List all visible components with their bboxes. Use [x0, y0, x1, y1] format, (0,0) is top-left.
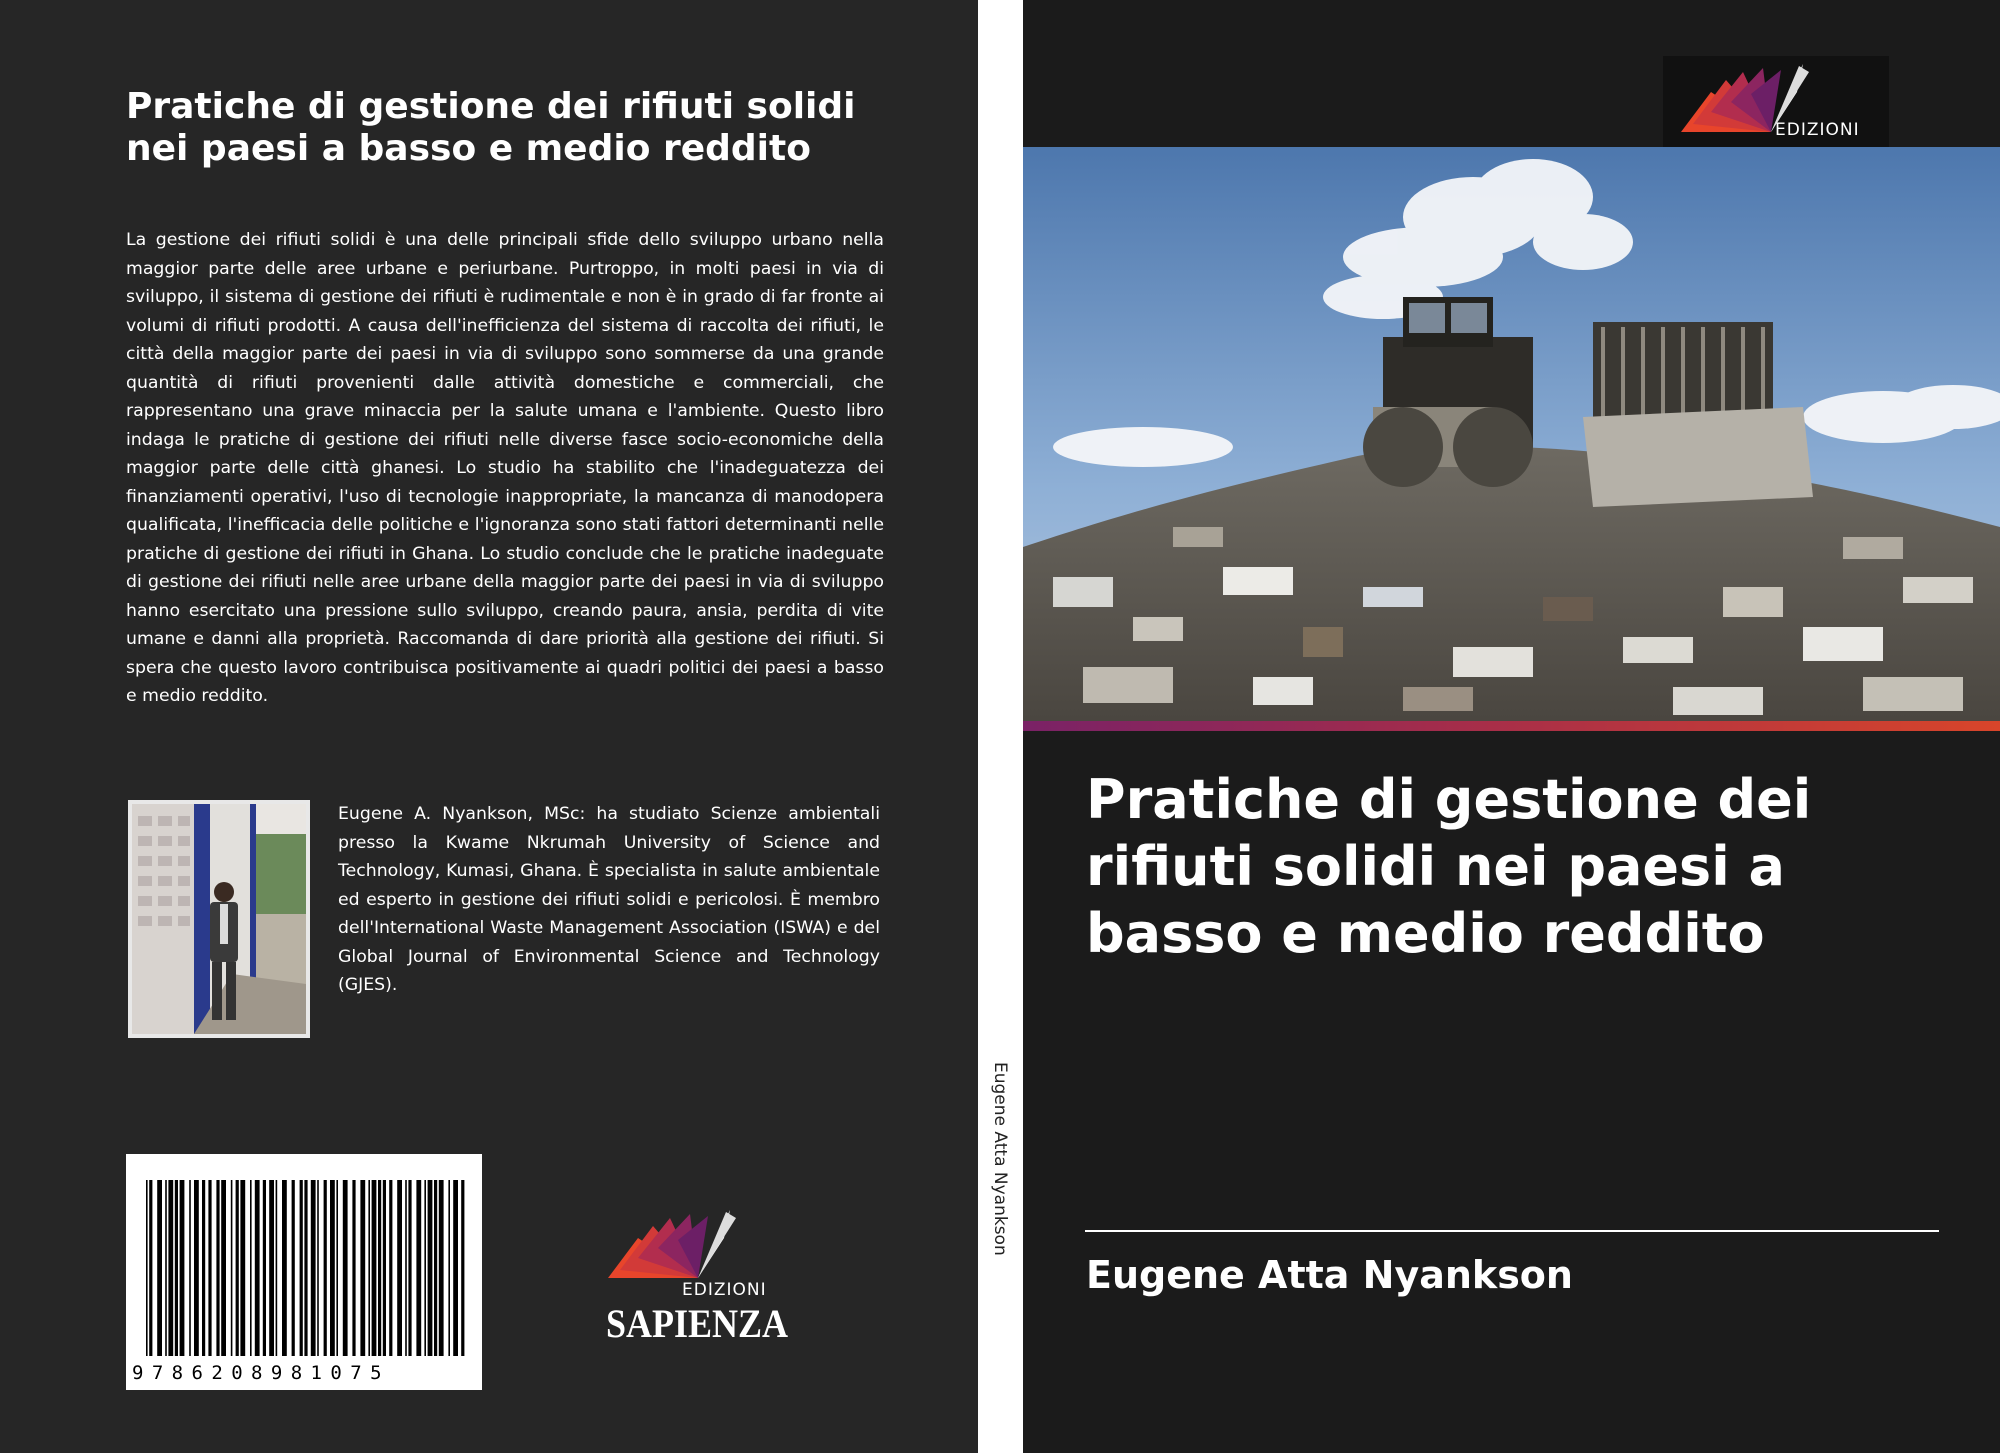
author-bio: Eugene A. Nyankson, MSc: ha studiato Scienze ambientali presso la Kwame Nkrumah University of Science and Technology, Kumasi, Ghana. È specialista in salute ambientale ed esperto in gestione dei rifiuti solidi e pericolosi. È membro dell'International Waste Management Association (ISWA) e del Global Journal of Environmental Science and Technology (GJES).: [338, 804, 880, 995]
barcode-bar: [434, 1180, 437, 1356]
barcode-bar: [408, 1180, 411, 1356]
barcode-bar: [175, 1180, 178, 1356]
publisher-logo-back: [598, 1208, 818, 1346]
barcode-bar: [168, 1180, 173, 1356]
isbn-barcode: [126, 1154, 482, 1390]
barcode-bar: [263, 1180, 266, 1356]
barcode-bar: [389, 1180, 392, 1356]
back-cover-blurb: La gestione dei rifiuti solidi è una delle principali sfide dello sviluppo urbano nella maggior parte delle aree urbane e periurbane. Purtroppo, in molti paesi in via di sviluppo, il sistema di gestione dei rifiuti è rudimentale e non è in grado di far fronte ai volumi di rifiuti prodotti. A causa dell'inefficienza del sistema di raccolta dei rifiuti, le città della maggior parte dei paesi in via di sviluppo sono sommerse da una grande quantità di rifiuti provenienti dalle attività domestiche e commerciali, che rappresentano una grave minaccia per la salute umana e l'ambiente. Questo libro indaga le pratiche di gestione dei rifiuti nelle diverse fasce socio-economiche della maggior parte delle città ghanesi. Lo studio ha stabilito che l'inadeguatezza dei finanziamenti operativi, l'uso di tecnologie inappropriate, la mancanza di manodopera qualificata, l'inefficacia delle politiche e l'ignoranza sono stati fattori determinanti nelle pratiche di gestione dei rifiuti in Ghana. Lo studio conclude che le pratiche inadeguate di gestione dei rifiuti nelle aree urbane della maggior parte dei paesi in via di sviluppo hanno esercitato una pressione sullo sviluppo, creando paura, ansia, perdita di vite umane e danni alla proprietà. Raccomanda di dare priorità alla gestione dei rifiuti. Si spera che questo lavoro contribuisca positivamente ai quadri politici dei paesi a basso e medio reddito.: [126, 230, 884, 706]
barcode-bar: [368, 1180, 370, 1356]
barcode-bar: [416, 1180, 421, 1356]
logo-sapienza-text: SAPIENZA: [606, 1301, 789, 1346]
barcode-bar: [360, 1180, 365, 1356]
barcode-bar: [236, 1180, 239, 1356]
barcode-bar: [352, 1180, 355, 1356]
logo-edizioni-text: EDIZIONI: [1775, 120, 1860, 140]
logo-edizioni-text: EDIZIONI: [682, 1280, 767, 1300]
barcode-bar: [292, 1180, 295, 1356]
barcode-bar: [202, 1180, 205, 1356]
barcode-bar: [146, 1180, 148, 1356]
barcode-bar: [208, 1180, 211, 1356]
barcode-bar: [405, 1180, 407, 1356]
back-cover-title: Pratiche di gestione dei rifiuti solidi nei paesi a basso e medio reddito: [126, 86, 856, 169]
barcode-bar: [317, 1180, 319, 1356]
barcode-bar: [269, 1180, 274, 1356]
barcode-bar: [428, 1180, 433, 1356]
barcode-bars: [126, 1154, 482, 1390]
barcode-bar: [189, 1180, 191, 1356]
front-cover-title: Pratiche di gestione dei rifiuti solidi nei paesi a basso e medio reddito: [1086, 768, 1812, 965]
isbn-digits: 9786208981075: [132, 1362, 390, 1384]
barcode-bar: [157, 1180, 162, 1356]
author-photo-image: [132, 804, 306, 1034]
barcode-bar: [378, 1180, 381, 1356]
barcode-bar: [372, 1180, 377, 1356]
front-cover-author: Eugene Atta Nyankson: [1086, 1253, 1573, 1297]
barcode-bar: [300, 1180, 303, 1356]
barcode-bar: [180, 1180, 185, 1356]
barcode-bar: [448, 1180, 450, 1356]
barcode-bar: [324, 1180, 327, 1356]
barcode-bar: [343, 1180, 348, 1356]
spine-author: Eugene Atta Nyankson: [990, 1062, 1010, 1256]
barcode-bar: [439, 1180, 444, 1356]
barcode-bar: [453, 1180, 458, 1356]
barcode-bar: [240, 1180, 245, 1356]
barcode-bar: [383, 1180, 386, 1356]
cover-photo-landfill: [1023, 147, 2000, 721]
barcode-bar: [250, 1180, 252, 1356]
barcode-bar: [231, 1180, 233, 1356]
barcode-bar: [304, 1180, 307, 1356]
author-photo: [128, 800, 310, 1038]
accent-stripe: [1023, 721, 2000, 731]
barcode-bar: [165, 1180, 167, 1356]
landfill-bulldozer-image: [1023, 147, 2000, 721]
barcode-bar: [311, 1180, 316, 1356]
barcode-bar: [397, 1180, 402, 1356]
barcode-bar: [282, 1180, 287, 1356]
barcode-bar: [276, 1180, 278, 1356]
barcode-bar: [194, 1180, 199, 1356]
fan-quill-icon: [598, 1208, 818, 1288]
barcode-bar: [461, 1180, 464, 1356]
barcode-bar: [424, 1180, 426, 1356]
front-cover-divider: [1085, 1230, 1939, 1232]
barcode-bar: [221, 1180, 226, 1356]
barcode-bar: [336, 1180, 338, 1356]
barcode-bar: [330, 1180, 335, 1356]
barcode-bar: [216, 1180, 219, 1356]
barcode-bar: [255, 1180, 260, 1356]
barcode-bar: [149, 1180, 152, 1356]
